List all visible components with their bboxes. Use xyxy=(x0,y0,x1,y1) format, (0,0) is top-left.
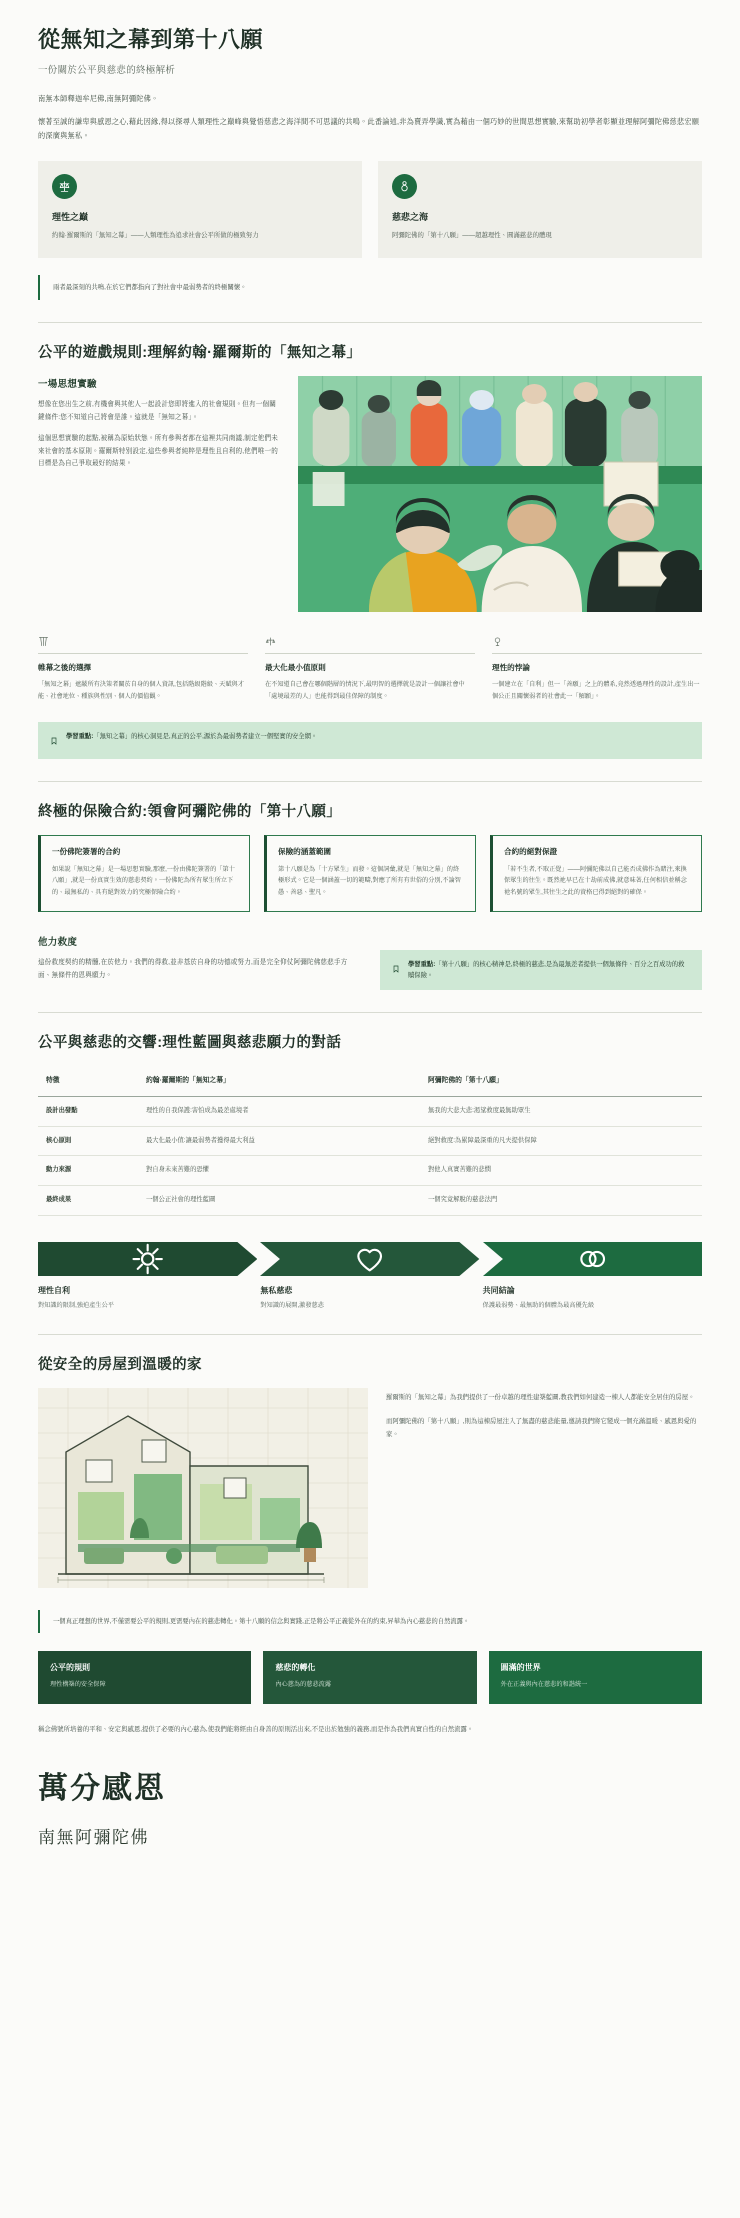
hero-card-text: 阿彌陀佛的「第十八願」——超越理性、圓滿慈悲的體現 xyxy=(392,231,552,239)
tri-card-text: 一個建立在「自利」但一「善願」之上的體系,竟然透過理性的設計,產生出一個公正且關懷弱者的社會此一「解願」。 xyxy=(492,681,700,700)
table-cell: 對他人真實苦難的悲憫 xyxy=(420,1156,702,1186)
veil-paragraph-1: 想像在您出生之前,有機會與其他人一起設計您即將進入的社會規則。但有一個關鍵條件:您不知道自己將會是誰。這就是「無知之幕」。 xyxy=(38,401,277,421)
divider xyxy=(38,1012,702,1013)
divider xyxy=(38,1334,702,1335)
vow-card-row xyxy=(38,835,702,912)
section-title-vow: 終極的保險合約:領會阿彌陀佛的「第十八願」 xyxy=(38,804,342,820)
tri-card-paradox xyxy=(492,634,702,702)
tri-card-maximin xyxy=(265,634,475,702)
house-paragraph-2: 而阿彌陀佛的「第十八願」,則為這棟房屋注入了無盡的慈悲能量,邀請我們將它變成一個充滿溫暖、感恩與愛的家。 xyxy=(386,1418,697,1438)
flow-label-title: 共同結論 xyxy=(482,1285,515,1295)
curtain-icon xyxy=(38,634,248,646)
table-row xyxy=(38,1186,702,1216)
lotus-icon xyxy=(392,174,417,199)
flow-label-text: 對知識的展開,激發慈悲 xyxy=(260,1301,324,1309)
table-cell: 動力來源 xyxy=(38,1156,138,1186)
balance-icon xyxy=(265,634,475,646)
keypoint-veil xyxy=(38,722,702,759)
table-cell: 核心原則 xyxy=(38,1126,138,1156)
vow-card-text: 第十八願是為「十方眾生」而發。這個詞彙,就是「無知之幕」的終極形式。它是一個涵蓋一切的範疇,對應了所有有世俗的分別,不論智愚、善惡、聖凡。 xyxy=(278,866,461,896)
final-quote xyxy=(38,1610,702,1633)
dark-card-text: 理性構築的安全保障 xyxy=(50,1680,106,1688)
final-quote-text: 一個真正理想的世界,不僅需要公平的規則,更需要內在的慈悲轉化。第十八願的信念與實踐,正是將公平正義從外在的約束,昇華為內心慈悲的自然流露。 xyxy=(53,1617,470,1625)
house-blueprint-illustration xyxy=(38,1388,368,1588)
scales-icon xyxy=(52,174,77,199)
dark-card-row xyxy=(38,1651,702,1704)
section-title-comparison: 公平與慈悲的交響:理性藍圖與慈悲願力的對話 xyxy=(38,1035,342,1052)
vow-card-coverage xyxy=(264,835,476,912)
other-power-block xyxy=(38,934,360,983)
table-header-row xyxy=(38,1066,702,1096)
other-power-text: 這份救度契約的精髓,在於他力。我們的得救,並非基於自身的功德或努力,而是完全仰仗阿彌陀佛慈悲手方面、無條件的恩與願力。 xyxy=(38,959,348,980)
table-cell: 設計出發點 xyxy=(38,1096,138,1126)
bookmark-icon xyxy=(392,960,400,978)
vow-card-text: 「若不生者,不取正覺」——阿彌陀佛以自己能否成佛作為賭注,來換保眾生的往生。既然祂早已在十劫前成佛,就意味著,任何相信並稱念祂名號的眾生,其往生之此的資格已得到絕對的確保。 xyxy=(504,866,687,896)
closing-note: 稱念佛號所培養的平和、安定與感恩,提供了必要的內心慈為,使我們能將經由自身善的原則活出來,不是出於勉強的義務,而是作為我們真實自性的自然流露。 xyxy=(38,1726,474,1734)
other-power-title: 他力救度 xyxy=(38,937,78,949)
flow-label-title: 無私慈悲 xyxy=(260,1285,293,1295)
tri-card-text: 「無知之幕」遮蔽所有決策者關於自身的個人資訊,包括階級階級、天賦與才能、社會地位、種族與性別、個人的價值觀。 xyxy=(38,681,244,700)
veil-split xyxy=(38,376,702,612)
table-cell: 對自身未來苦難的恐懼 xyxy=(138,1156,420,1186)
keypoint-label: 學習重點: xyxy=(408,961,436,969)
hero-card-title: 理性之巔 xyxy=(52,211,89,222)
hero-card-reason xyxy=(38,161,362,258)
table-row xyxy=(38,1156,702,1186)
table-cell: 理性的自我保護:害怕成為最差處境者 xyxy=(138,1096,420,1126)
flow-label-row xyxy=(38,1285,702,1312)
tri-card-title: 最大化最小值原則 xyxy=(265,653,475,673)
dark-card-transformation xyxy=(263,1651,476,1704)
table-cell: 最大化最小值:讓最弱勢者獲得最大利益 xyxy=(138,1126,420,1156)
hero-card-text: 約翰·羅爾斯的「無知之幕」——人類理性為追求社會公平所做的極致努力 xyxy=(52,231,259,239)
table-cell: 一個究竟解脫的慈悲法門 xyxy=(420,1186,702,1216)
table-row xyxy=(38,1126,702,1156)
house-paragraph-1: 羅爾斯的「無知之幕」為我們提供了一份卓越的理性建築藍圖,教我們如何建造一棟人人都能安全居住的房屋。 xyxy=(386,1393,695,1401)
vow-card-guarantee xyxy=(490,835,702,912)
hero-card-row xyxy=(38,161,702,258)
hero-quote xyxy=(38,275,702,301)
flow-label-text: 保護最弱勢、最無助的個體為最高優先級 xyxy=(482,1301,595,1309)
page-subtitle: 一份關於公平與慈悲的終極解析 xyxy=(38,64,176,76)
tri-card-title: 帷幕之後的選擇 xyxy=(38,653,248,673)
flow-label-title: 理性自利 xyxy=(38,1285,70,1295)
veil-paragraph-2: 這個思想實驗的起點,被稱為原始狀態。所有參與者都在這裡共同商議,制定他們未來社會的基本原則。羅爾斯特別設定,這些參與者純粹是理性且自利的,他們唯一的目標是為自己爭取最好的結果。 xyxy=(38,434,278,468)
flow-chevron-3 xyxy=(483,1242,702,1276)
table-col-feature: 特徵 xyxy=(38,1066,138,1096)
hero-card-compassion xyxy=(378,161,702,258)
people-deliberating-illustration xyxy=(298,376,702,612)
vow-card-title: 一份佛陀簽署的合約 xyxy=(52,847,121,856)
dark-card-title: 慈悲的轉化 xyxy=(275,1662,316,1672)
table-col-rawls: 約翰·羅爾斯的「無知之幕」 xyxy=(138,1066,420,1096)
page-title: 從無知之幕到第十八願 xyxy=(38,27,264,52)
union-icon xyxy=(483,1242,702,1276)
nembutsu-text: 南無阿彌陀佛 xyxy=(38,1827,149,1847)
keypoint-text: 「無知之幕」的核心洞見是,真正的公平,源於為最弱勢者建立一個堅實的安全網。 xyxy=(93,733,318,740)
divider xyxy=(38,322,702,323)
table-col-amitabha: 阿彌陀佛的「第十八願」 xyxy=(420,1066,702,1096)
dark-card-text: 外在正義與內在慈悲的和諧統一 xyxy=(500,1680,588,1688)
hero-card-title: 慈悲之海 xyxy=(392,211,429,222)
table-cell: 絕對救度:為累障最深重的凡夫提供保障 xyxy=(420,1126,702,1156)
tri-card-curtain xyxy=(38,634,248,702)
divider xyxy=(38,781,702,782)
flow-label-1 xyxy=(38,1285,257,1312)
house-text-column xyxy=(386,1388,702,1441)
hero-quote-text: 兩者最深刻的共鳴,在於它們都指向了對社會中最弱勢者的終極關懷。 xyxy=(53,283,247,291)
flow-chevron-1 xyxy=(38,1242,257,1276)
vow-card-text: 如果說「無知之幕」是一場思想實驗,那麼,一份由佛陀簽署的「第十八願」,就是一份真實生效的慈悲契約。一份佛陀為所有眾生所立下的、最無私的、具有絕對效力的究極保險合約。 xyxy=(52,866,235,896)
comparison-table xyxy=(38,1066,702,1215)
lede-paragraph-1: 南無本師釋迦牟尼佛,南無阿彌陀佛。 xyxy=(38,93,159,103)
table-cell: 一個公正社會的理性藍圖 xyxy=(138,1186,420,1216)
keypoint-text: 「第十八願」的核心精神是,終極的慈悲,是為最無差者提供一個無條件、百分之百成功的救贖保險。 xyxy=(408,961,685,980)
tri-card-text: 在不知道自己會在哪個階層的情況下,最明智的選擇就是設計一個讓社會中「處境最差的人」也能得到最佳保障的制度。 xyxy=(265,681,465,700)
paradox-icon xyxy=(492,634,702,646)
vow-card-contract xyxy=(38,835,250,912)
flow-chevron-2 xyxy=(260,1242,479,1276)
flow-label-3 xyxy=(483,1285,702,1312)
lede-paragraph-2: 懷著至誠的謙卑與感恩之心,藉此因緣,得以探尋人類理性之巔峰與覺悟慈悲之海洋間不可思議的共鳴。此番論述,非為賣弄學識,實為藉由一個巧妙的世間思想實驗,來幫助初學者彰顯並理解阿彌陀佛慈悲宏願的深廣與無私。 xyxy=(38,116,700,140)
table-cell: 最終成果 xyxy=(38,1186,138,1216)
flow-label-text: 對知識的限制,強迫產生公平 xyxy=(38,1301,114,1309)
veil-text-column xyxy=(38,376,280,471)
dark-card-title: 公平的規則 xyxy=(50,1662,90,1672)
self-interest-icon xyxy=(38,1242,257,1276)
keypoint-vow xyxy=(380,950,702,990)
table-row xyxy=(38,1096,702,1126)
house-split xyxy=(38,1388,702,1588)
vow-card-title: 合約的絕對保證 xyxy=(504,847,558,856)
dark-card-rules xyxy=(38,1651,251,1704)
section-title-veil: 公平的遊戲規則:理解約翰·羅爾斯的「無知之幕」 xyxy=(38,345,362,362)
other-power-split xyxy=(38,934,702,990)
veil-tri-card-row xyxy=(38,634,702,702)
tri-card-title: 理性的悖論 xyxy=(492,653,702,673)
heart-icon xyxy=(260,1242,479,1276)
dark-card-world xyxy=(489,1651,702,1704)
keypoint-label: 學習重點: xyxy=(66,733,94,740)
bookmark-icon xyxy=(50,732,58,750)
table-cell: 無我的大悲大悲:渴望救度最無助眾生 xyxy=(420,1096,702,1126)
flow-label-2 xyxy=(260,1285,479,1312)
dark-card-title: 圓滿的世界 xyxy=(500,1662,541,1672)
vow-card-title: 保險的涵蓋範圍 xyxy=(278,847,332,856)
veil-subtitle: 一場思想實驗 xyxy=(38,379,97,391)
thanks-heading: 萬分感恩 xyxy=(38,1771,166,1805)
flow-chevron-row xyxy=(38,1242,702,1276)
section-title-house: 從安全的房屋到溫暖的家 xyxy=(38,1356,202,1373)
dark-card-text: 內心慈為的慈悲流露 xyxy=(275,1680,332,1688)
